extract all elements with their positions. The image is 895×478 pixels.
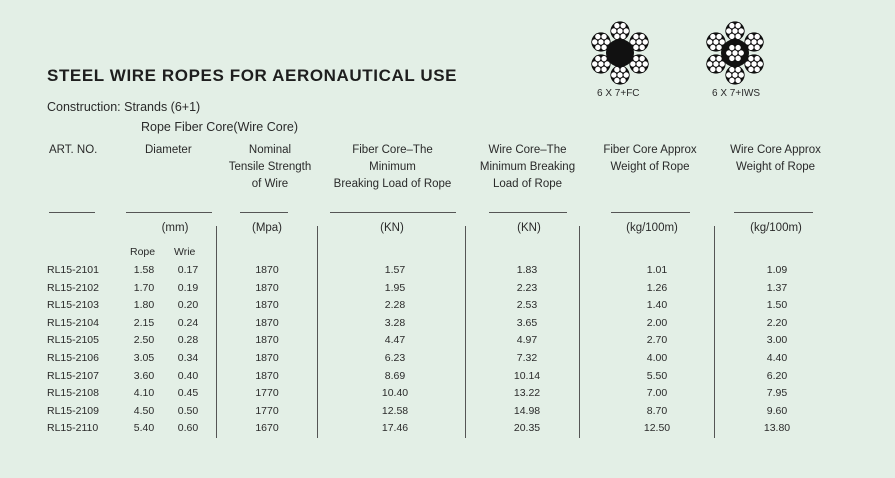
cell-fiber-load: 3.28: [384, 316, 406, 329]
cell-wire-load: 7.32: [516, 352, 538, 364]
cell-wire-load: 14.98: [513, 404, 541, 417]
cell-fiber-load: 17.46: [381, 422, 409, 435]
header-fiber-weight: Fiber Core Approx Weight of Rope: [603, 144, 697, 173]
cell-fiber-weight: 5.50: [646, 369, 668, 382]
cell-tensile: 1870: [255, 281, 279, 294]
table-row: [0, 368, 895, 384]
construction-line: Construction: Strands (6+1): [47, 100, 201, 114]
cell-diameter-wire: 0.24: [177, 316, 199, 329]
cell-diameter-wire: 0.45: [177, 387, 199, 400]
cell-tensile: 1870: [255, 299, 279, 312]
cell-tensile: 1870: [255, 334, 279, 347]
cell-fiber-weight: 1.26: [646, 281, 668, 294]
unit-wire-load: (KN): [517, 222, 541, 234]
core-type-line: Rope Fiber Core(Wire Core): [141, 120, 298, 134]
cell-wire-weight: 1.09: [766, 264, 788, 276]
divider: [126, 212, 212, 213]
cell-fiber-weight: 1.01: [646, 264, 668, 276]
cell-art-no: RL15-2103: [47, 299, 99, 312]
cell-fiber-weight: 2.70: [646, 334, 668, 347]
table-row: [0, 280, 895, 296]
cell-art-no: RL15-2102: [47, 281, 99, 294]
cell-wire-weight: 7.95: [766, 387, 788, 400]
cell-fiber-load: 8.69: [384, 369, 406, 382]
cell-wire-load: 4.97: [516, 334, 538, 347]
cell-diameter-rope: 1.70: [133, 281, 155, 294]
unit-tensile: (Mpa): [251, 222, 283, 234]
cell-wire-weight: 4.40: [766, 352, 788, 364]
table-row: [0, 403, 895, 419]
cell-wire-load: 3.65: [516, 316, 538, 329]
cell-fiber-weight: 4.00: [646, 352, 668, 364]
cell-wire-load: 2.23: [516, 281, 538, 294]
cell-tensile: 1870: [255, 369, 279, 382]
cell-fiber-weight: 8.70: [646, 404, 668, 417]
cell-diameter-rope: 5.40: [133, 422, 155, 435]
cell-wire-weight: 1.37: [766, 281, 788, 294]
cell-art-no: RL15-2108: [47, 387, 99, 400]
divider: [240, 212, 288, 213]
cell-art-no: RL15-2110: [47, 422, 99, 435]
cell-diameter-rope: 3.60: [133, 369, 155, 382]
table-row: [0, 262, 895, 278]
cell-fiber-weight: 7.00: [646, 387, 668, 400]
cell-wire-weight: 2.20: [766, 316, 788, 329]
cell-fiber-weight: 1.40: [646, 299, 668, 312]
divider: [330, 212, 456, 213]
cell-fiber-load: 1.95: [384, 281, 406, 294]
cell-wire-weight: 3.00: [766, 334, 788, 347]
cell-diameter-rope: 2.50: [133, 334, 155, 347]
cell-diameter-wire: 0.20: [177, 299, 199, 312]
table-row: [0, 420, 895, 436]
cell-fiber-weight: 2.00: [646, 316, 668, 329]
page-title: STEEL WIRE ROPES FOR AERONAUTICAL USE: [47, 66, 458, 85]
cell-diameter-wire: 0.40: [177, 369, 199, 382]
cell-art-no: RL15-2105: [47, 334, 99, 347]
cell-fiber-load: 6.23: [384, 352, 406, 364]
cell-fiber-load: 4.47: [384, 334, 406, 347]
divider: [49, 212, 95, 213]
table-row: [0, 315, 895, 331]
cell-diameter-rope: 4.10: [133, 387, 155, 400]
diagram-caption-fiber: 6 X 7+FC: [597, 88, 640, 99]
subheader-wire: Wrie: [174, 246, 196, 258]
rope-fiber-core-icon: [585, 18, 655, 88]
cell-wire-load: 13.22: [513, 387, 541, 400]
unit-fiber-load: (KN): [380, 222, 404, 234]
unit-wire-weight: (kg/100m): [750, 222, 802, 234]
cell-diameter-rope: 3.05: [133, 352, 155, 364]
cell-art-no: RL15-2104: [47, 316, 99, 329]
header-wire-weight: Wire Core Approx Weight of Rope: [730, 144, 821, 173]
unit-fiber-weight: (kg/100m): [626, 222, 678, 234]
cell-art-no: RL15-2107: [47, 369, 99, 382]
cell-diameter-rope: 1.80: [133, 299, 155, 312]
cell-wire-weight: 9.60: [766, 404, 788, 417]
cell-wire-load: 10.14: [513, 369, 541, 382]
cell-diameter-rope: 2.15: [133, 316, 155, 329]
header-tensile: Nominal Tensile Strength of Wire: [228, 144, 312, 190]
cell-wire-weight: 1.50: [766, 299, 788, 312]
rope-wire-core-icon: [700, 18, 770, 88]
divider: [611, 212, 690, 213]
diagram-caption-wire: 6 X 7+IWS: [712, 88, 761, 99]
cell-art-no: RL15-2106: [47, 352, 99, 364]
table-row: [0, 332, 895, 348]
cell-fiber-load: 2.28: [384, 299, 406, 312]
cell-wire-weight: 6.20: [766, 369, 788, 382]
cell-art-no: RL15-2109: [47, 404, 99, 417]
cell-tensile: 1670: [255, 422, 279, 435]
cell-fiber-load: 12.58: [381, 404, 409, 417]
cell-fiber-load: 10.40: [381, 387, 409, 400]
unit-diameter: (mm): [161, 222, 189, 234]
cell-diameter-rope: 1.58: [133, 264, 155, 276]
divider: [489, 212, 567, 213]
cell-diameter-wire: 0.50: [177, 404, 199, 417]
header-art-no: ART. NO.: [49, 144, 98, 156]
cell-tensile: 1870: [255, 352, 279, 364]
cell-fiber-weight: 12.50: [643, 422, 671, 435]
header-wire-load: Wire Core–The Minimum Breaking Load of Rope: [479, 144, 576, 190]
cell-fiber-load: 1.57: [384, 264, 406, 276]
cell-wire-load: 1.83: [516, 264, 538, 276]
cell-diameter-wire: 0.60: [177, 422, 199, 435]
cell-diameter-wire: 0.28: [177, 334, 199, 347]
table-row: [0, 350, 895, 366]
header-fiber-load: Fiber Core–The Minimum Breaking Load of Rope: [333, 144, 452, 190]
cell-diameter-wire: 0.34: [177, 352, 199, 364]
cell-wire-load: 2.53: [516, 299, 538, 312]
divider: [734, 212, 813, 213]
cell-diameter-rope: 4.50: [133, 404, 155, 417]
cell-wire-weight: 13.80: [763, 422, 791, 435]
cell-tensile: 1770: [255, 404, 279, 417]
cell-diameter-wire: 0.19: [177, 281, 199, 294]
subheader-rope: Rope: [130, 246, 156, 258]
cell-tensile: 1870: [255, 316, 279, 329]
cell-tensile: 1770: [255, 387, 279, 400]
table-row: [0, 297, 895, 313]
header-diameter: Diameter: [145, 144, 192, 156]
cell-diameter-wire: 0.17: [177, 264, 199, 276]
cell-tensile: 1870: [255, 264, 279, 276]
cell-wire-load: 20.35: [513, 422, 541, 435]
table-row: [0, 385, 895, 401]
cell-art-no: RL15-2101: [47, 264, 99, 276]
